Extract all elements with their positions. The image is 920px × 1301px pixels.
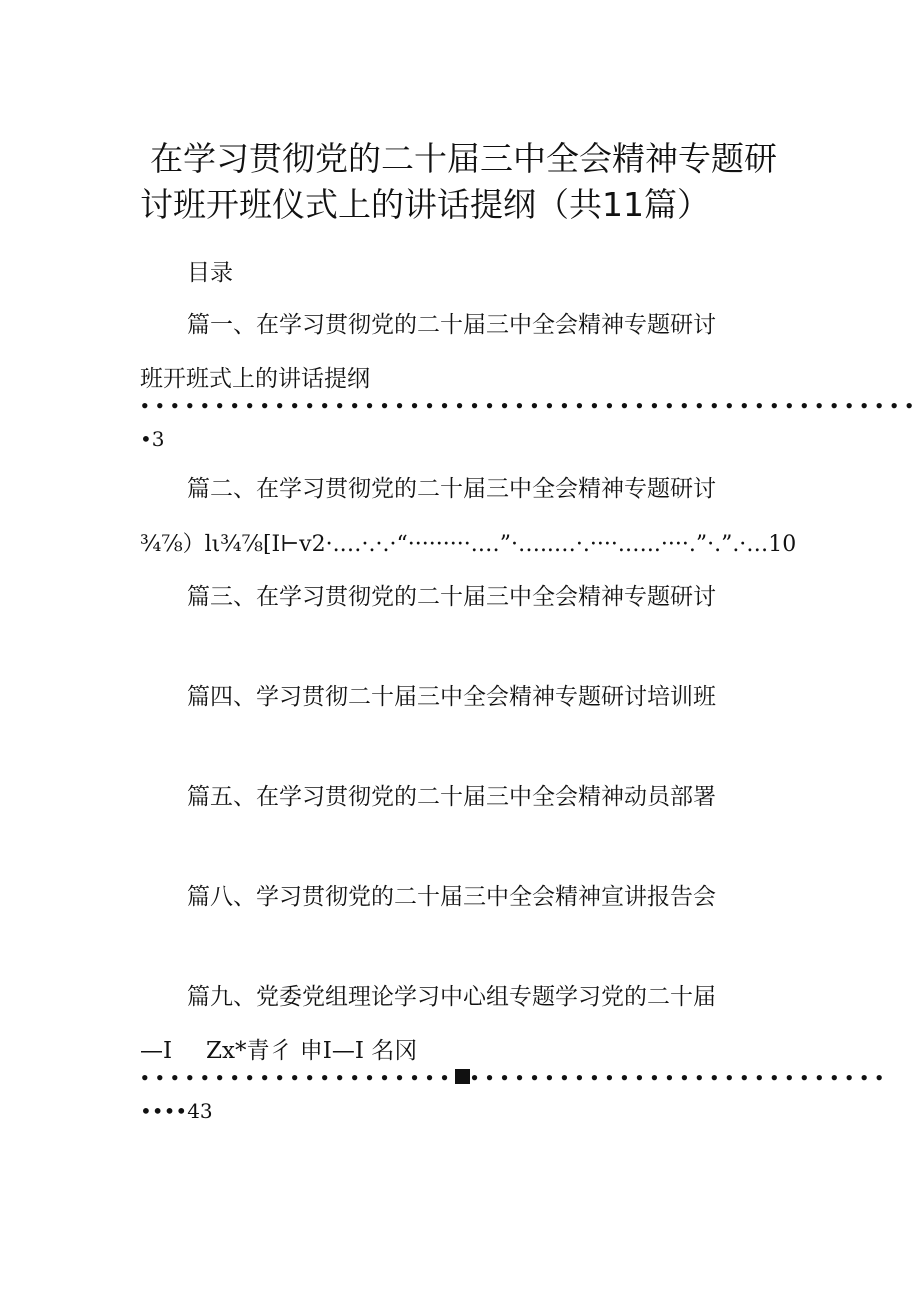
- toc-entry-1-page: •3: [140, 427, 165, 451]
- toc-entry-7-page: ••••43: [140, 1099, 213, 1123]
- toc-entry-7-leader-a: •••••••••••••••••••••: [140, 1069, 455, 1087]
- title-line-1: 在学习贯彻党的二十届三中全会精神专题研: [150, 139, 777, 178]
- toc-entry-7-line-2b: Zx*青彳 申I—I 名冈: [206, 1038, 418, 1064]
- toc-heading: 目录: [187, 260, 233, 286]
- toc-entry-2-line-2: ¾⅞）ⅼι¾⅞[I⊢v2·.…·.·.·“·········.…”·…..…·.····.…..····.”·.”.·…10: [140, 532, 797, 557]
- toc-entry-3-line-1: 篇三、在学习贯彻党的二十届三中全会精神专题研讨: [187, 584, 716, 610]
- toc-entry-7-leader: [140, 1068, 889, 1088]
- title-line-2: 讨班开班仪式上的讲话提纲（共11篇）: [140, 185, 710, 224]
- toc-entry-4-line-1: 篇四、学习贯彻二十届三中全会精神专题研讨培训班: [187, 684, 716, 710]
- toc-entry-1-line-1: 篇一、在学习贯彻党的二十届三中全会精神专题研讨: [187, 312, 716, 338]
- document-title: [140, 136, 800, 228]
- toc-entry-1-line-2: 班开班式上的讲话提纲: [140, 366, 370, 392]
- toc-entry-7-line-2a: —I: [140, 1038, 173, 1064]
- toc-entry-6-line-1: 篇八、学习贯彻党的二十届三中全会精神宣讲报告会: [187, 884, 716, 910]
- toc-entry-7-leader-b: ••••••••••••••••••••••••••••: [469, 1069, 890, 1087]
- toc-entry-1-leader: ••••••••••••••••••••••••••••••••••••••••••••••••••••: [140, 397, 920, 415]
- square-bullet-icon: [455, 1069, 470, 1084]
- toc-entry-5-line-1: 篇五、在学习贯彻党的二十届三中全会精神动员部署: [187, 784, 716, 810]
- toc-entry-2-line-1: 篇二、在学习贯彻党的二十届三中全会精神专题研讨: [187, 476, 716, 502]
- toc-entry-7-line-1: 篇九、党委党组理论学习中心组专题学习党的二十届: [187, 984, 716, 1010]
